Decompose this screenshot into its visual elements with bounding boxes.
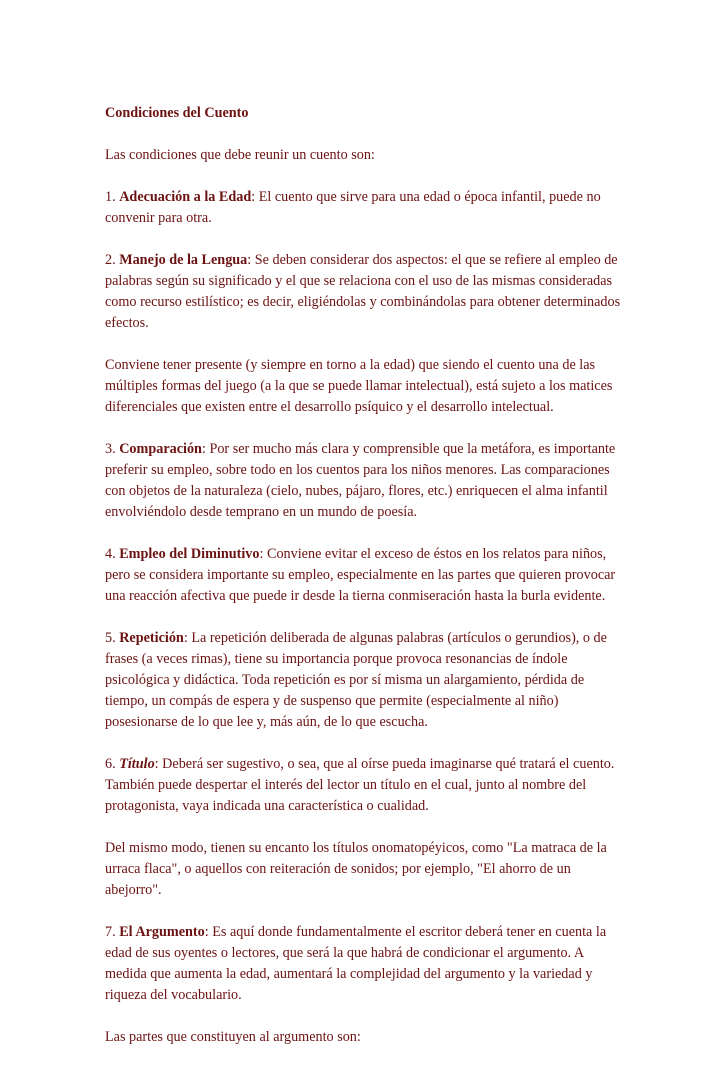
item-text: La repetición deliberada de algunas palabras (artículos o gerundios), o de frases (a veces rimas), tiene su importancia porque provoca resonancias de índole psicológica y didáctica. Toda repetición es por sí misma un alargamiento, pérdida de tiempo, un compás de espera y de suspenso que permite (especialmente al niño) posesionarse de lo que lee y, más aún, de lo que escucha. [105,630,607,730]
condition-argumento [105,922,627,1006]
item-separator: : [183,630,192,646]
intro-paragraph: Las condiciones que debe reunir un cuento son: [105,147,375,163]
item-number: 1. [105,189,120,205]
item-separator: : [247,252,255,268]
item-text: Conviene evitar el exceso de éstos en los relatos para niños, pero se considera importante su empleo, especialmente en las partes que quieren provocar una reacción afectiva que puede ir desde la tierna conmiseración hasta la burla evidente. [105,546,616,604]
condition-repeticion [105,628,627,733]
item-text: Es aquí donde fundamentalmente el escritor deberá tener en cuenta la edad de sus oyentes o lectores, que será la que habrá de condicionar el argumento. A medida que aumenta la edad, aumentará la complejidad del argumento y la variedad y riqueza del vocabulario. [105,924,607,1003]
item-separator: : [251,189,259,205]
item-term: Empleo del Diminutivo [119,546,260,562]
item-number: 2. [105,252,120,268]
item-number: 3. [105,441,120,457]
item-term: Título [119,756,155,772]
item-separator: : [154,756,163,772]
document-title: Condiciones del Cuento [105,105,249,121]
item-term: Comparación [119,441,202,457]
item-term: El Argumento [119,924,205,940]
item-text: Por ser mucho más clara y comprensible que la metáfora, es importante preferir su empleo, sobre todo en los cuentos para los niños menores. Las comparaciones con objetos de la naturaleza (cielo, nubes, pájaro, flores, etc.) enriquecen el alma infantil envolviéndolo desde temprano en un mundo de poesía. [105,441,616,520]
condition-titulo [105,754,627,817]
condition-comparacion [105,439,627,523]
item-term: Repetición [119,630,184,646]
item-text: Deberá ser sugestivo, o sea, que al oírse pueda imaginarse qué tratará el cuento. También puede despertar el interés del lector un título en el cual, junto al nombre del protagonista, vaya indicada una característica o cualidad. [105,756,615,814]
item-number: 5. [105,630,120,646]
document-page [105,103,627,1069]
item-term: Manejo de la Lengua [119,252,248,268]
item-number: 4. [105,546,120,562]
condition-manejo-lengua [105,250,627,334]
item-term: Adecuación a la Edad [119,189,252,205]
item-number: 6. [105,756,120,772]
closing-paragraph: Las partes que constituyen al argumento son: [105,1029,361,1045]
item-separator: : [204,924,213,940]
item-text: El cuento que sirve para una edad o época infantil, puede no convenir para otra. [105,189,601,226]
item-separator: : [259,546,267,562]
paragraph-mismo-modo: Del mismo modo, tienen su encanto los títulos onomatopéyicos, como "La matraca de la urraca flaca", o aquellos con reiteración de sonidos; por ejemplo, "El ahorro de un abejorro". [105,840,607,898]
paragraph-conviene: Conviene tener presente (y siempre en torno a la edad) que siendo el cuento una de las múltiples formas del juego (a la que se puede llamar intelectual), está sujeto a los matices diferenciales que existen entre el desarrollo psíquico y el desarrollo intelectual. [105,357,613,415]
condition-diminutivo [105,544,627,607]
item-number: 7. [105,924,120,940]
item-separator: : [201,441,210,457]
condition-adecuacion [105,187,627,229]
item-text: Se deben considerar dos aspectos: el que se refiere al empleo de palabras según su significado y el que se relaciona con el uso de las mismas consideradas como recurso estilístico; es decir, eligiéndolas y combinándolas para obtener determinados efectos. [105,252,621,331]
